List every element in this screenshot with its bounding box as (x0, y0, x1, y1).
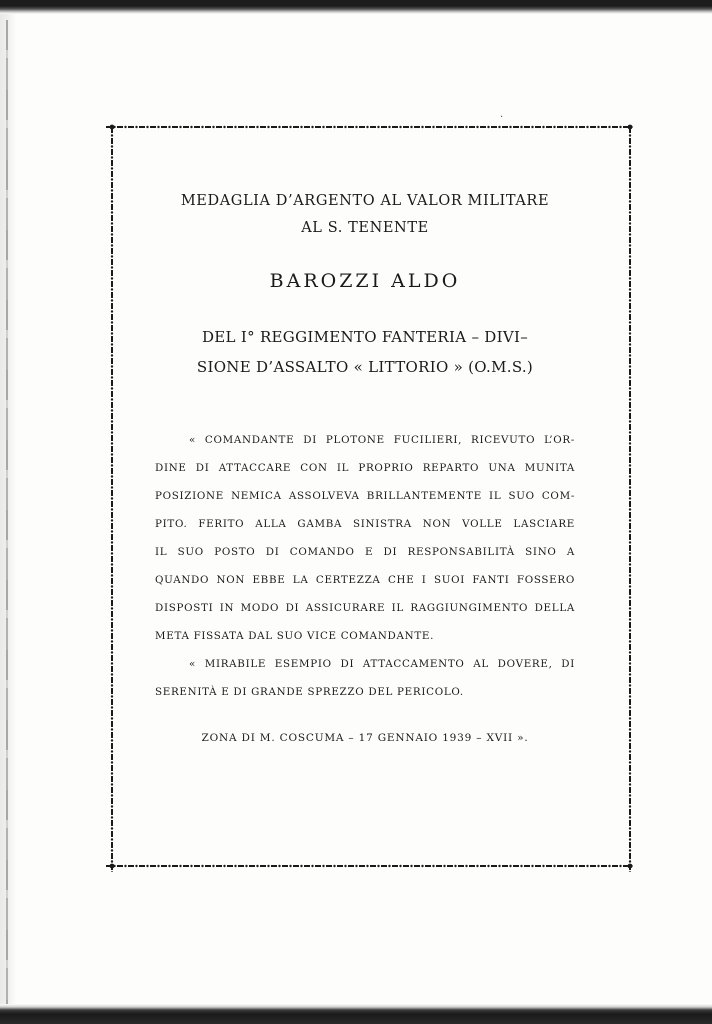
border-dot (629, 321, 631, 323)
border-dot (432, 865, 434, 867)
border-dot (111, 464, 113, 466)
border-dot (388, 126, 390, 128)
border-dot (111, 651, 113, 653)
border-dot (111, 387, 113, 389)
border-dot (476, 865, 478, 867)
border-dot (377, 126, 379, 128)
border-dot (629, 629, 631, 631)
border-dot (111, 695, 113, 697)
border-dot (542, 126, 544, 128)
border-dot (256, 126, 258, 128)
border-dot (629, 299, 631, 301)
border-dot (629, 640, 631, 642)
citation-line: IL SUO POSTO DI COMANDO E DI RESPONSABILITÀ SINO A (155, 546, 575, 558)
border-dot (629, 673, 631, 675)
border-dot (111, 596, 113, 598)
border-dot (629, 662, 631, 664)
border-dot (629, 420, 631, 422)
border-dot (629, 233, 631, 235)
border-dot (111, 266, 113, 268)
border-dot (629, 442, 631, 444)
border-dot (619, 126, 621, 128)
border-dot (629, 409, 631, 411)
border-dot (111, 728, 113, 730)
border-dot (629, 222, 631, 224)
border-dot (586, 126, 588, 128)
border-dot (111, 860, 113, 862)
border-dot (629, 134, 631, 136)
border-dot (410, 865, 412, 867)
border-dot (111, 233, 113, 235)
border-dot (111, 563, 113, 565)
border-dot (520, 865, 522, 867)
border-dot (111, 838, 113, 840)
border-dot (388, 865, 390, 867)
border-dot (629, 244, 631, 246)
border-dot (111, 618, 113, 620)
border-dot (168, 865, 170, 867)
border-dot (476, 126, 478, 128)
border-dot (498, 126, 500, 128)
border-dot (300, 126, 302, 128)
border-dot (629, 849, 631, 851)
citation-line: « COMANDANTE DI PLOTONE FUCILIERI, RICEVUTO L’OR- (189, 434, 575, 446)
border-dot (629, 145, 631, 147)
border-dot (289, 126, 291, 128)
border-dot (531, 865, 533, 867)
border-dot (245, 865, 247, 867)
border-dot (629, 563, 631, 565)
border-dot (628, 125, 633, 130)
citation-line: POSIZIONE NEMICA ASSOLVEVA BRILLANTEMENTE IL SUO COM- (155, 490, 575, 502)
border-dot (629, 464, 631, 466)
border-dot (111, 178, 113, 180)
award-heading-line2: AL S. TENENTE (301, 220, 429, 236)
border-dot (443, 865, 445, 867)
border-dot (608, 126, 610, 128)
border-dot (487, 865, 489, 867)
border-dot (111, 684, 113, 686)
recipient-name: BAROZZI ALDO (269, 270, 461, 292)
border-dot (179, 126, 181, 128)
citation-text (155, 426, 575, 706)
citation-line: QUANDO NON EBBE LA CERTEZZA CHE I SUOI FANTI FOSSERO (155, 574, 575, 586)
border-dot (366, 126, 368, 128)
border-dot (111, 497, 113, 499)
border-dot (146, 865, 148, 867)
citation-line: DISPOSTI IN MODO DI ASSICURARE IL RAGGIUNGIMENTO DELLA (155, 602, 575, 614)
border-dot (629, 871, 631, 872)
border-dot (629, 189, 631, 191)
border-dot (111, 332, 113, 334)
border-dot (111, 343, 113, 345)
unit-line2: SIONE D’ASSALTO « LITTORIO » (O.M.S.) (196, 358, 534, 376)
border-dot (311, 865, 313, 867)
border-dot (553, 865, 555, 867)
border-dot (111, 827, 113, 829)
border-dot (111, 134, 113, 136)
border-dot (111, 739, 113, 741)
border-dot (111, 530, 113, 532)
border-dot (111, 585, 113, 587)
border-dot (629, 200, 631, 202)
border-dot (111, 519, 113, 521)
border-dot (629, 618, 631, 620)
border-dot (245, 126, 247, 128)
border-dot (629, 354, 631, 356)
border-dot (223, 865, 225, 867)
border-dot (629, 277, 631, 279)
border-dot (157, 126, 159, 128)
border-dot (344, 865, 346, 867)
border-dot (111, 486, 113, 488)
border-dot (629, 750, 631, 752)
border-dot (322, 865, 324, 867)
border-dot (629, 178, 631, 180)
border-dot (509, 865, 511, 867)
border-dot (111, 871, 113, 872)
border-dot (111, 442, 113, 444)
border-dot (629, 607, 631, 609)
border-dot (110, 125, 115, 130)
border-dot (111, 189, 113, 191)
citation-line: SERENITÀ E DI GRANDE SPREZZO DEL PERICOLO. (155, 686, 464, 698)
border-dot (355, 126, 357, 128)
border-dot (629, 398, 631, 400)
border-dot (443, 126, 445, 128)
border-dot (146, 126, 148, 128)
border-dot (111, 805, 113, 807)
border-dot (256, 865, 258, 867)
border-dot (629, 651, 631, 653)
border-dot (179, 865, 181, 867)
border-dot (410, 126, 412, 128)
border-dot (190, 126, 192, 128)
border-dot (111, 508, 113, 510)
border-dot (629, 387, 631, 389)
border-dot (111, 409, 113, 411)
border-dot (575, 126, 577, 128)
border-dot (509, 126, 511, 128)
scan-top-edge (0, 0, 712, 14)
border-dot (629, 365, 631, 367)
border-dot (111, 277, 113, 279)
border-dot (629, 783, 631, 785)
border-dot (629, 838, 631, 840)
border-dot (465, 126, 467, 128)
border-dot (223, 126, 225, 128)
border-dot (111, 475, 113, 477)
border-dot (487, 126, 489, 128)
border-dot (629, 288, 631, 290)
border-dot (629, 486, 631, 488)
border-dot (629, 772, 631, 774)
border-dot (377, 865, 379, 867)
border-dot (111, 211, 113, 213)
award-heading (155, 188, 575, 242)
border-dot (629, 541, 631, 543)
border-dot (201, 865, 203, 867)
border-dot (289, 865, 291, 867)
border-dot (111, 574, 113, 576)
stray-ink-mark: · (500, 112, 504, 123)
citation-line: META FISSATA DAL SUO VICE COMANDANTE. (155, 630, 435, 642)
border-dot (454, 865, 456, 867)
unit-description (155, 322, 575, 382)
border-dot (267, 126, 269, 128)
border-dot (190, 865, 192, 867)
border-dot (564, 126, 566, 128)
scan-left-edge (0, 0, 16, 1024)
border-dot (629, 332, 631, 334)
border-dot (111, 640, 113, 642)
border-dot (629, 497, 631, 499)
border-dot (586, 865, 588, 867)
border-dot (110, 864, 115, 869)
border-dot (628, 864, 633, 869)
border-dot (608, 865, 610, 867)
border-dot (619, 865, 621, 867)
border-dot (629, 376, 631, 378)
border-dot (111, 255, 113, 257)
border-dot (355, 865, 357, 867)
unit-line1: DEL I° REGGIMENTO FANTERIA – DIVI– (201, 328, 529, 346)
border-dot (553, 126, 555, 128)
border-dot (629, 211, 631, 213)
border-dot (531, 126, 533, 128)
border-dot (629, 475, 631, 477)
border-dot (278, 126, 280, 128)
border-dot (111, 398, 113, 400)
border-dot (267, 865, 269, 867)
border-dot (111, 288, 113, 290)
border-dot (629, 684, 631, 686)
border-dot (421, 126, 423, 128)
border-dot (111, 629, 113, 631)
citation-line: « MIRABILE ESEMPIO DI ATTACCAMENTO AL DOVERE, DI (189, 658, 575, 670)
border-dot (629, 805, 631, 807)
border-dot (111, 167, 113, 169)
date-location-line: ZONA DI M. COSCUMA – 17 GENNAIO 1939 – XVII ». (201, 732, 529, 744)
border-dot (135, 126, 137, 128)
border-dot (629, 695, 631, 697)
scan-binding-line (6, 20, 8, 1010)
border-dot (629, 310, 631, 312)
border-dot (333, 865, 335, 867)
border-dot (111, 816, 113, 818)
border-dot (629, 706, 631, 708)
document-body (155, 188, 575, 744)
border-dot (111, 222, 113, 224)
border-dot (111, 783, 113, 785)
border-dot (111, 310, 113, 312)
citation-line: DINE DI ATTACCARE CON IL PROPRIO REPARTO UNA MUNITA (155, 462, 575, 474)
border-dot (597, 126, 599, 128)
border-dot (135, 865, 137, 867)
border-dot (629, 453, 631, 455)
border-dot (111, 541, 113, 543)
border-dot (234, 126, 236, 128)
border-dot (421, 865, 423, 867)
border-dot (111, 354, 113, 356)
border-dot (234, 865, 236, 867)
border-dot (564, 865, 566, 867)
border-dot (399, 126, 401, 128)
border-dot (124, 865, 126, 867)
border-dot (366, 865, 368, 867)
border-dot (111, 365, 113, 367)
border-dot (344, 126, 346, 128)
border-dot (629, 827, 631, 829)
border-dot (629, 156, 631, 158)
border-dot (542, 865, 544, 867)
border-dot (629, 508, 631, 510)
border-dot (629, 860, 631, 862)
border-dot (333, 126, 335, 128)
border-dot (111, 431, 113, 433)
border-dot (629, 343, 631, 345)
border-dot (111, 662, 113, 664)
border-dot (629, 530, 631, 532)
border-dot (432, 126, 434, 128)
border-dot (111, 794, 113, 796)
border-dot (111, 244, 113, 246)
border-dot (111, 145, 113, 147)
border-dot (111, 607, 113, 609)
border-dot (111, 420, 113, 422)
border-dot (597, 865, 599, 867)
border-dot (111, 156, 113, 158)
border-dot (629, 739, 631, 741)
border-dot (111, 453, 113, 455)
border-dot (212, 126, 214, 128)
border-dot (629, 266, 631, 268)
border-dot (111, 200, 113, 202)
border-dot (629, 585, 631, 587)
border-dot (212, 865, 214, 867)
border-dot (111, 761, 113, 763)
border-dot (629, 255, 631, 257)
border-dot (111, 717, 113, 719)
border-dot (454, 126, 456, 128)
border-dot (520, 126, 522, 128)
border-dot (111, 849, 113, 851)
award-heading-line1: MEDAGLIA D’ARGENTO AL VALOR MILITARE (180, 193, 550, 209)
border-dot (157, 865, 159, 867)
scan-bottom-edge (0, 1004, 712, 1024)
border-dot (300, 865, 302, 867)
citation-line: PITO. FERITO ALLA GAMBA SINISTRA NON VOLLE LASCIARE (155, 518, 575, 530)
border-dot (575, 865, 577, 867)
border-dot (111, 706, 113, 708)
border-dot (629, 816, 631, 818)
border-dot (111, 321, 113, 323)
border-dot (629, 717, 631, 719)
border-dot (111, 750, 113, 752)
border-dot (629, 794, 631, 796)
border-dot (111, 376, 113, 378)
border-dot (322, 126, 324, 128)
border-dot (111, 772, 113, 774)
border-dot (278, 865, 280, 867)
border-dot (629, 728, 631, 730)
border-dot (629, 431, 631, 433)
border-dot (111, 552, 113, 554)
border-dot (629, 574, 631, 576)
border-dot (465, 865, 467, 867)
border-dot (629, 167, 631, 169)
border-dot (498, 865, 500, 867)
border-dot (124, 126, 126, 128)
border-dot (629, 596, 631, 598)
border-dot (111, 299, 113, 301)
border-dot (201, 126, 203, 128)
border-dot (168, 126, 170, 128)
border-dot (311, 126, 313, 128)
border-dot (629, 519, 631, 521)
border-dot (399, 865, 401, 867)
border-dot (629, 552, 631, 554)
border-dot (111, 673, 113, 675)
border-dot (629, 761, 631, 763)
